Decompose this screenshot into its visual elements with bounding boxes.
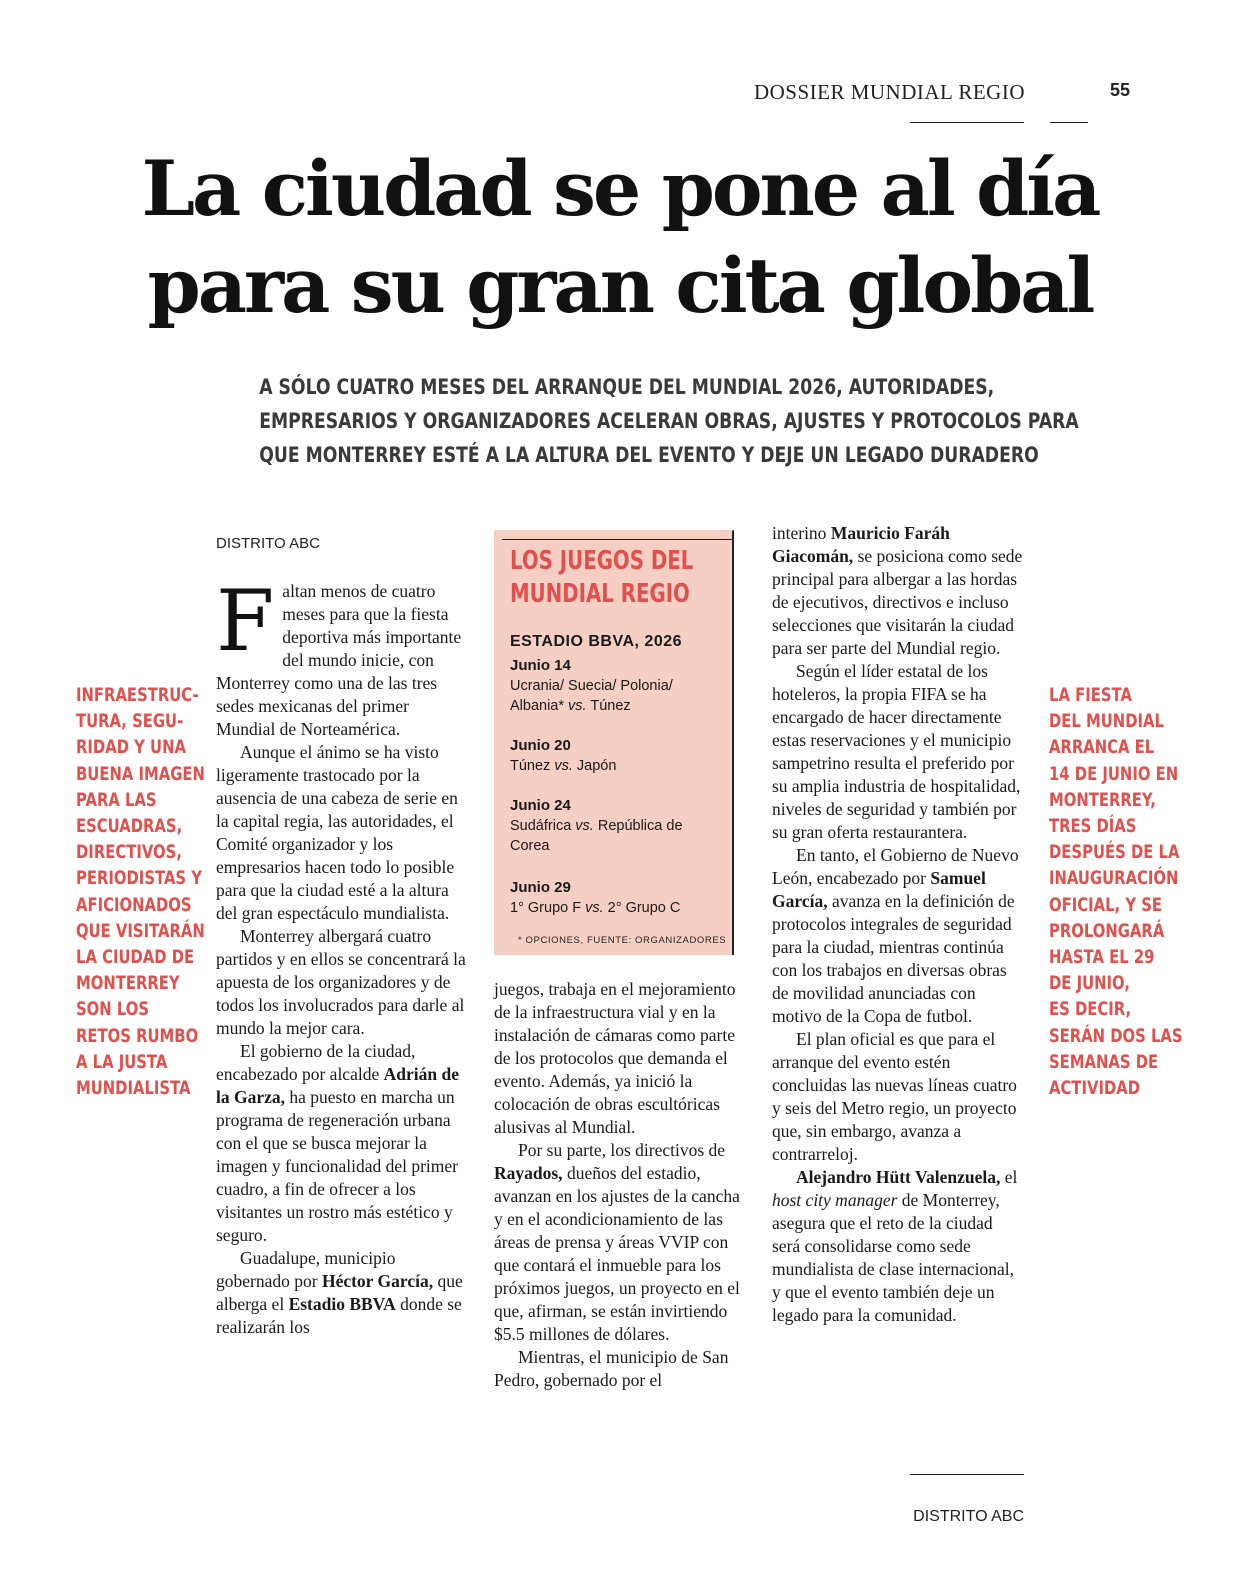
article-paragraph: El gobierno de la ciudad, encabezado por alcalde Adrián de la Garza, ha puesto en marcha un programa de regeneración urbana con el que se busca mejorar la imagen y funcionalidad del primer cuadro, a fin de ofrecer a los visitantes un rostro más estético y seguro. xyxy=(216,1041,459,1245)
schedule-note: * OPCIONES, FUENTE: ORGANIZADORES xyxy=(518,935,727,946)
person-name: Adrián de la Garza, xyxy=(216,1064,459,1107)
pull-line: MONTERREY xyxy=(76,972,180,995)
article-paragraph: juegos, trabaja en el mejoramiento de la infraestructura vial y en la instalación de cámaras como parte de los protocolos que demanda el evento. Además, ya inició la colocación de obras escultóricas alusivas al Mundial. xyxy=(494,979,736,1137)
match-date: Junio 24 xyxy=(510,797,571,814)
header-rule xyxy=(910,122,1024,123)
header-rule-short xyxy=(1050,122,1088,123)
article-column-3 xyxy=(772,522,1024,1327)
schedule-venue: ESTADIO BBVA, 2026 xyxy=(510,633,683,650)
schedule-box xyxy=(494,530,734,955)
match-item xyxy=(510,796,725,856)
drop-cap: F xyxy=(216,572,275,670)
article-column-1 xyxy=(216,572,466,1339)
pull-line: 14 DE JUNIO EN xyxy=(1049,762,1179,785)
pull-line: TURA, SEGU- xyxy=(76,710,184,733)
pull-line: RIDAD Y UNA xyxy=(76,736,186,759)
role-title: host city manager xyxy=(772,1190,898,1210)
pull-line: LA CIUDAD DE xyxy=(76,946,195,969)
pull-line: SERÁN DOS LAS xyxy=(1049,1024,1183,1047)
pull-line: ARRANCA EL xyxy=(1049,736,1155,759)
pull-line: DE JUNIO, xyxy=(1049,972,1130,995)
article-paragraph: Faltan menos de cuatro meses para que la fiesta deportiva más importante del mundo inicie, con Monterrey como una de las tres sedes mexicanas del primer Mundial de Norteamérica. xyxy=(216,572,462,739)
pull-line: ESCUADRAS, xyxy=(76,815,183,838)
match-item xyxy=(510,736,725,776)
article-paragraph: En tanto, el Gobierno de Nuevo León, encabezado por Samuel García, avanza en la definición de protocolos integrales de seguridad para la ciudad, mientras continúa con los trabajos en diversas obras de movilidad anunciadas con motivo de la Copa de futbol. xyxy=(772,845,1019,1026)
pull-line: QUE VISITARÁN xyxy=(76,919,205,942)
article-paragraph: Guadalupe, municipio gobernado por Héctor García, que alberga el Estadio BBVA donde se realizarán los xyxy=(216,1248,463,1337)
deck-line: QUE MONTERREY ESTÉ A LA ALTURA DEL EVENTO Y DEJE UN LEGADO DURADERO xyxy=(259,443,1039,467)
pull-line: A LA JUSTA xyxy=(76,1050,168,1073)
article-paragraph: Alejandro Hütt Valenzuela, el host city manager de Monterrey, asegura que el reto de la ciudad será consolidarse como sede mundialista de clase internacional, y que el evento también deje un legado para la comunidad. xyxy=(772,1167,1018,1325)
article-paragraph: Aunque el ánimo se ha visto ligeramente trastocado por la ausencia de una cabeza de serie en la capital regia, las autoridades, el Comité organizador y los empresarios hacen todo lo posible para que la ciudad esté a la altura del gran espectáculo mundialista. xyxy=(216,742,458,923)
section-label: DOSSIER MUNDIAL REGIO xyxy=(753,80,1025,104)
article-paragraph: El plan oficial es que para el arranque del evento estén concluidas las nuevas líneas cuatro y seis del Metro regio, un proyecto que, sin embargo, avanza a contrarreloj. xyxy=(772,1029,1017,1164)
pull-quote-right xyxy=(1049,682,1183,1101)
pull-line: INFRAESTRUC- xyxy=(76,684,199,706)
pull-line: OFICIAL, Y SE xyxy=(1049,893,1163,916)
person-name: Alejandro Hütt Valenzuela, xyxy=(796,1167,1001,1187)
match-teams: 1° Grupo F vs. 2° Grupo C xyxy=(510,900,681,916)
footer-label: DISTRITO ABC xyxy=(913,1508,1024,1525)
headline-line-1: La ciudad se pone al día xyxy=(141,144,1099,233)
pull-line: LA FIESTA xyxy=(1049,684,1132,706)
article-column-2 xyxy=(494,978,744,1392)
footer-rule xyxy=(910,1474,1024,1475)
deck-line: A SÓLO CUATRO MESES DEL ARRANQUE DEL MUNDIAL 2026, AUTORIDADES, xyxy=(259,375,995,399)
pull-line: AFICIONADOS xyxy=(76,893,192,916)
venue-name: Estadio BBVA xyxy=(288,1294,396,1314)
pull-line: PROLONGARÁ xyxy=(1049,919,1165,942)
headline xyxy=(60,140,1180,334)
article-paragraph: Por su parte, los directivos de Rayados, dueños del estadio, avanzan en los ajustes de la cancha y en el acondicionamiento de las áreas de prensa y áreas VVIP con que contará el inmueble para los próximos juegos, un proyecto en el que, afirman, se están invirtiendo $5.5 millones de dólares. xyxy=(494,1140,740,1344)
pull-line: PERIODISTAS Y xyxy=(76,867,202,890)
pull-line: SEMANAS DE xyxy=(1049,1050,1159,1073)
match-date: Junio 14 xyxy=(510,657,571,674)
pull-line: RETOS RUMBO xyxy=(76,1024,199,1047)
pull-line: DIRECTIVOS, xyxy=(76,841,182,864)
match-teams: Túnez vs. Japón xyxy=(510,758,617,774)
match-date: Junio 29 xyxy=(510,879,571,896)
article-paragraph: Según el líder estatal de los hoteleros, la propia FIFA se ha encargado de hacer directamente estas reservaciones y el municipio sampetrino resulta el preferido por su amplia industria de hospitalidad, niveles de seguridad y también por su gran oferta restaurantera. xyxy=(772,661,1021,842)
match-teams: Ucrania/ Suecia/ Polonia/ Albania* vs. Túnez xyxy=(510,678,673,714)
person-name: Héctor García, xyxy=(321,1271,434,1291)
person-name: Mauricio Faráh Giacomán, xyxy=(772,523,950,566)
article-paragraph: interino Mauricio Faráh Giacomán, se posiciona como sede principal para albergar a las hordas de ejecutivos, directivos e incluso selecciones que visitarán la ciudad para ser parte del Mundial regio. xyxy=(772,523,1023,658)
page-number: 55 xyxy=(1110,80,1131,100)
article-paragraph: Monterrey albergará cuatro partidos y en ellos se concentrará la apuesta de los organizadores y de todos los involucrados para darle al mundo la mejor cara. xyxy=(216,926,466,1038)
article-paragraph: Mientras, el municipio de San Pedro, gobernado por el xyxy=(494,1347,729,1390)
match-item xyxy=(510,878,725,918)
pull-line: BUENA IMAGEN xyxy=(76,762,205,785)
pull-line: ACTIVIDAD xyxy=(1049,1077,1141,1100)
person-name: Samuel García, xyxy=(772,868,986,911)
pull-line: MUNDIALISTA xyxy=(76,1077,191,1100)
match-teams: Sudáfrica vs. República de Corea xyxy=(510,818,683,854)
headline-line-2: para su gran cita global xyxy=(147,241,1093,330)
match-date: Junio 20 xyxy=(510,737,571,754)
team-name: Rayados, xyxy=(494,1163,563,1183)
pull-line: HASTA EL 29 xyxy=(1049,946,1155,969)
pull-line: ES DECIR, xyxy=(1049,998,1132,1021)
pull-line: PARA LAS xyxy=(76,788,157,811)
pull-line: INAUGURACIÓN xyxy=(1049,867,1179,890)
pull-quote-left xyxy=(76,682,205,1101)
pull-line: MONTERREY, xyxy=(1049,788,1156,811)
pull-line: DEL MUNDIAL xyxy=(1049,710,1164,733)
pull-line: SON LOS xyxy=(76,998,150,1021)
pull-line: DESPUÉS DE LA xyxy=(1049,841,1180,864)
deck-line: EMPRESARIOS Y ORGANIZADORES ACELERAN OBRAS, AJUSTES Y PROTOCOLOS PARA xyxy=(259,409,1079,433)
schedule-title: LOS JUEGOS DEL MUNDIAL REGIO xyxy=(510,546,694,609)
pull-line: TRES DÍAS xyxy=(1049,815,1137,838)
match-item xyxy=(510,656,725,716)
deck xyxy=(259,370,1079,472)
byline: DISTRITO ABC xyxy=(216,535,320,552)
